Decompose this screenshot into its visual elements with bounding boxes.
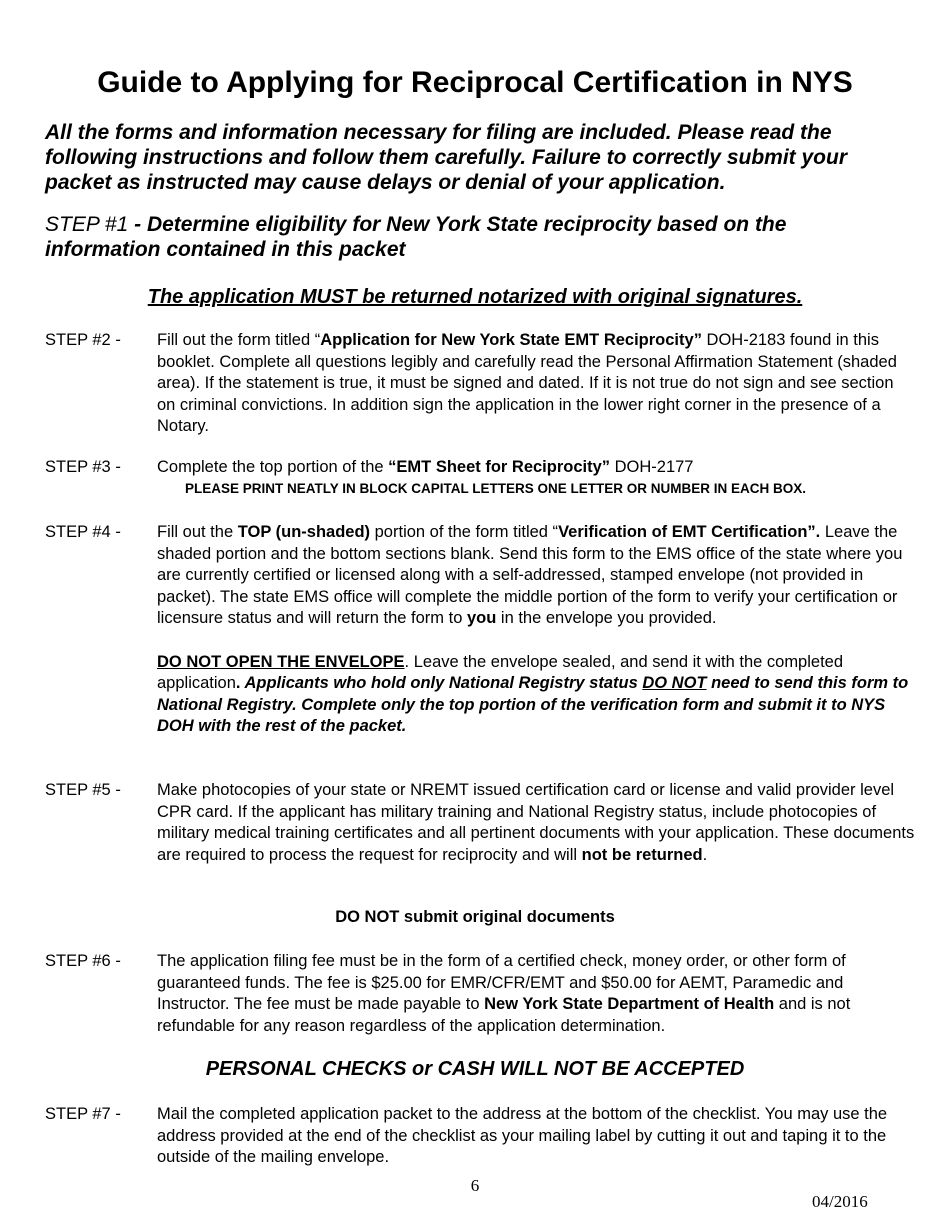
step-4-text-c: Leave the shaded portion and the bottom sections blank. Send this form to the EMS office of the state where you are currently certified or licensed along with a self-addressed, stamped envelope (not provided in packet). The state EMS office will complete the middle portion of the form to verify your certification or licensure status and will return the form to — [157, 523, 903, 627]
step-4-you: you — [466, 609, 497, 627]
step-4-form-name: Verification of EMT Certification”. — [558, 523, 821, 541]
step-4-p2-dot: . — [235, 674, 241, 692]
step-3-text-b: DOH-2177 — [610, 458, 694, 476]
step-4 — [45, 522, 915, 738]
step-5-label: STEP #5 - — [45, 781, 121, 799]
step-3-label: STEP #3 - — [45, 458, 121, 476]
step-5-text-b: . — [702, 845, 708, 864]
step-3 — [45, 457, 915, 499]
block-letters-note: PLEASE PRINT NEATLY IN BLOCK CAPITAL LETTERS ONE LETTER OR NUMBER IN EACH BOX. — [185, 480, 807, 496]
step-4-p2-do-not: DO NOT — [642, 674, 707, 692]
page-title: Guide to Applying for Reciprocal Certification in NYS — [97, 66, 853, 99]
step-2-text-b: DOH-2183 found in this booklet. Complete all questions legibly and carefully read the Personal Affirmation Statement (shaded area). If the statement is true, it must be signed and dated. If it is not true do not sign and see section on criminal convictions. In addition sign the application in the lower right corner in the presence of a Notary. — [157, 331, 897, 435]
step-6 — [45, 951, 915, 1037]
step-4-text-a: Fill out the — [157, 523, 238, 541]
step-2-label: STEP #2 - — [45, 331, 121, 349]
step-7 — [45, 1104, 915, 1169]
step-5-body — [157, 780, 915, 866]
step-7-body: Mail the completed application packet to the address at the bottom of the checklist. You may use the address provided at the end of the checklist as your mailing label by cutting it out and taping it to the outside of the mailing envelope. — [157, 1105, 888, 1166]
step-2 — [45, 330, 915, 438]
step-4-top-portion: TOP (un-shaded) — [237, 523, 371, 541]
step-2-form-name: Application for New York State EMT Reciprocity” — [320, 331, 702, 349]
notarized-notice: The application MUST be returned notarized with original signatures. — [147, 286, 803, 308]
step-1-label: STEP #1 — [45, 213, 129, 236]
step-2-body — [157, 330, 915, 438]
no-originals-notice: DO NOT submit original documents — [335, 908, 615, 926]
step-7-label: STEP #7 - — [45, 1105, 121, 1123]
step-2-text-a: Fill out the form titled “ — [157, 331, 321, 349]
step-4-p2-emphasis-b: need to send this form to National Registry. Complete only the top portion of the verification form and submit it to NYS DOH with the rest of the packet. — [157, 674, 909, 735]
step-3-body — [157, 457, 915, 499]
step-4-body — [157, 522, 915, 630]
page-number: 6 — [470, 1176, 480, 1195]
step-4-envelope-paragraph — [157, 652, 915, 738]
step-3-form-name: “EMT Sheet for Reciprocity” — [388, 458, 611, 476]
step-1-dash: - — [128, 213, 147, 236]
step-6-text-b: and is not refundable for any reason regardless of the application determination. — [157, 995, 851, 1035]
revision-date: 04/2016 — [812, 1192, 868, 1211]
step-4-label: STEP #4 - — [45, 523, 121, 541]
step-1 — [45, 212, 905, 262]
step-4-text-b: portion of the form titled “ — [370, 523, 559, 541]
step-6-text-a: The application filing fee must be in the form of a certified check, money order, or other form of guaranteed funds. The fee is $25.00 for EMR/CFR/EMT and $50.00 for AEMT, Paramedic and Instructor. The fee must be made payable to — [157, 952, 846, 1013]
step-5 — [45, 780, 915, 866]
step-6-payee: New York State Department of Health — [484, 995, 775, 1013]
step-3-text-a: Complete the top portion of the — [157, 458, 389, 476]
step-6-body — [157, 951, 915, 1037]
step-5-text-a: Make photocopies of your state or NREMT issued certification card or license and valid provider level CPR card. If the applicant has military training and National Registry status, include photocopies of military medical training certificates and all pertinent documents with your application. These documents are required to process the request for reciprocity and will — [157, 781, 915, 864]
step-4-p2-emphasis-a: Applicants who hold only National Registry status — [240, 674, 643, 692]
step-4-text-d: in the envelope you provided. — [496, 609, 717, 627]
step-4-p2-text: . Leave the envelope sealed, and send it with the completed application — [157, 652, 844, 692]
step-1-text: Determine eligibility for New York State reciprocity based on the information contained in this packet — [45, 213, 787, 261]
step-6-label: STEP #6 - — [45, 952, 121, 970]
intro-paragraph: All the forms and information necessary for filing are included. Please read the following instructions and follow them carefully. Failure to correctly submit your packet as instructed may cause delays or denial of your application. — [45, 121, 847, 194]
envelope-warning: DO NOT OPEN THE ENVELOPE — [157, 652, 405, 671]
step-5-not-returned: not be returned — [581, 845, 703, 864]
payment-warning: PERSONAL CHECKS or CASH WILL NOT BE ACCEPTED — [205, 1058, 745, 1080]
